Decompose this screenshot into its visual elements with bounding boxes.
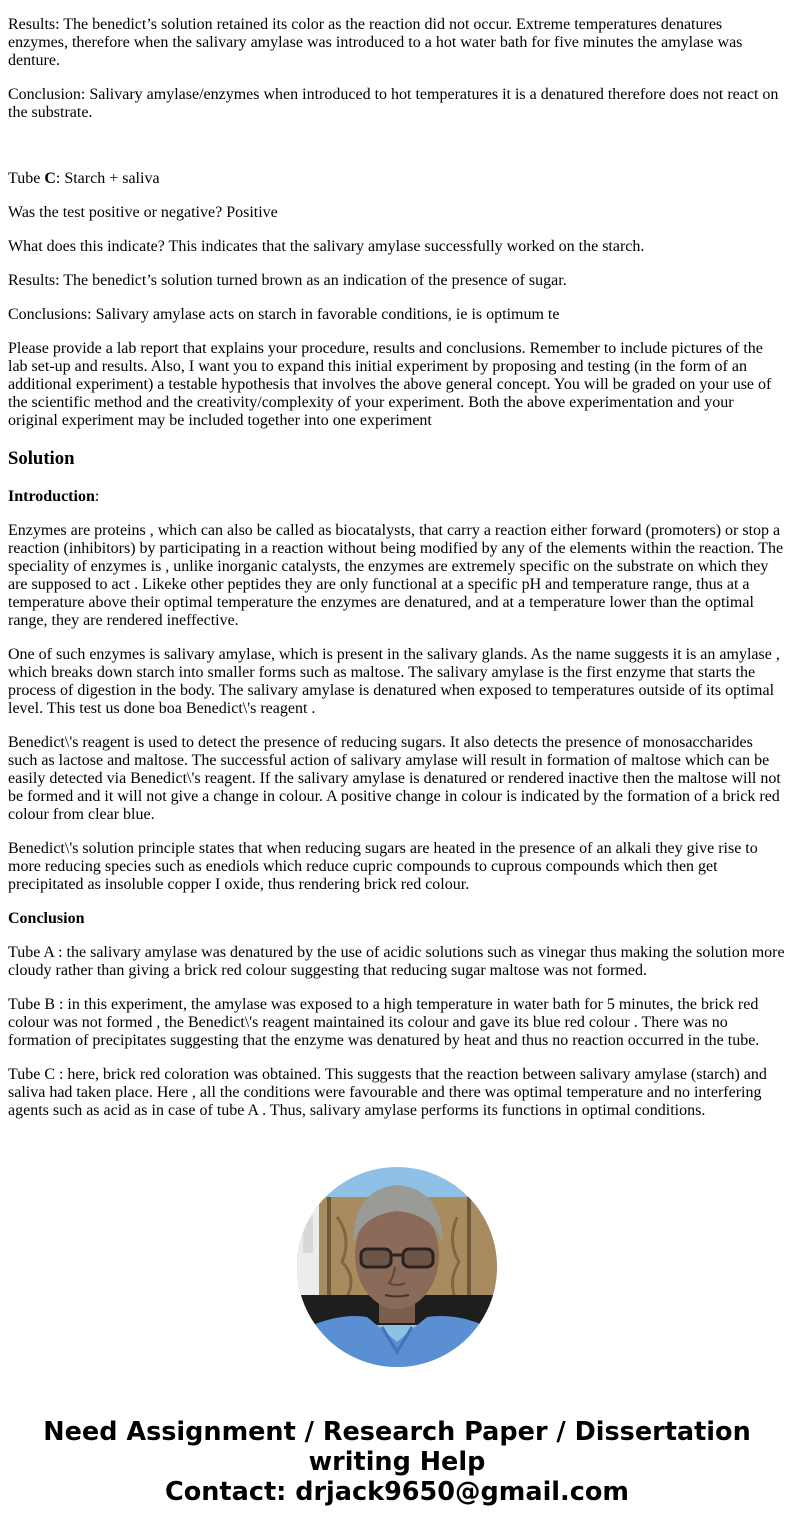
solution-heading: Solution <box>8 448 75 469</box>
introduction-paragraph: Benedict\'s reagent is used to detect the presence of reducing sugars. It also detects the presence of monosaccharides such as lactose and maltose. The successful action of salivary amylase will result in formation of maltose which can be easily detected via Benedict\'s reagent. If the salivary amylase is denatured or rendered inactive then the maltose will not be formed and it will not give a change in colour. A positive change in colour is indicated by the formation of a brick red colour from clear blue. <box>8 734 781 823</box>
assignment-instructions: Please provide a lab report that explains your procedure, results and conclusions. Remember to include pictures of the lab set-up and results. Also, I want you to expand this initial experiment by proposing and testing (in the form of an additional experiment) a testable hypothesis that involves the above general concept. You will be graded on your use of the scientific method and the creativity/complexity of your experiment. Both the above experimentation and your original experiment may be included together into one experiment <box>8 340 772 429</box>
profile-photo-container <box>0 1167 794 1367</box>
introduction-paragraph: Enzymes are proteins , which can also be called as biocatalysts, that carry a reaction either forward (promoters) or stop a reaction (inhibitors) by participating in a reaction without being modified by any of the elements within the reaction. The speciality of enzymes is , unlike inorganic catalysts, the enzymes are extremely specific on the substrate on which they are supposed to act . Likeke other peptides they are only functional at a specific pH and temperature range, thus at a temperature above their optimal temperature the enzymes are denatured, and at a temperature lower than the optimal range, they are rendered ineffective. <box>8 522 784 629</box>
conclusion-heading: Conclusion <box>8 910 85 927</box>
profile-photo <box>297 1167 497 1367</box>
promo-headline: Need Assignment / Research Paper / Dissertation writing Help <box>43 1417 751 1477</box>
tube-c-prefix: Tube <box>8 170 45 187</box>
spacer <box>8 138 786 154</box>
document-body <box>0 16 794 1120</box>
introduction-label: Introduction <box>8 488 95 505</box>
tube-c-test-result: Was the test positive or negative? Positive <box>8 204 278 221</box>
introduction-paragraph: Benedict\'s solution principle states that when reducing sugars are heated in the presence of an alkali they give rise to more reducing species such as enediols which reduce cupric compounds to cuprous compounds which then get precipitated as insoluble copper I oxide, thus rendering brick red colour. <box>8 840 758 893</box>
introduction-colon: : <box>94 488 100 505</box>
introduction-paragraph: One of such enzymes is salivary amylase, which is present in the salivary glands. As the name suggests it is an amylase , which breaks down starch into smaller forms such as maltose. The salivary amylase is the first enzyme that starts the process of digestion in the body. The salivary amylase is denatured when exposed to temperatures outside of its optimal level. This test us done boa Benedict\'s reagent . <box>8 646 780 717</box>
tube-c-heading <box>8 170 786 188</box>
introduction-heading <box>8 488 786 506</box>
tube-c-conclusions: Conclusions: Salivary amylase acts on starch in favorable conditions, ie is optimum te <box>8 306 560 323</box>
tube-b-results: Results: The benedict’s solution retained its color as the reaction did not occur. Extreme temperatures denatures enzymes, therefore when the salivary amylase was introduced to a hot water bath for five minutes the amylase was denture. <box>8 16 743 69</box>
conclusion-paragraph-tube-a: Tube A : the salivary amylase was denatured by the use of acidic solutions such as vinegar thus making the solution more cloudy rather than giving a brick red colour suggesting that reducing sugar maltose was not formed. <box>8 944 785 979</box>
promo-footer <box>0 1417 794 1507</box>
conclusion-paragraph-tube-c: Tube C : here, brick red coloration was obtained. This suggests that the reaction between salivary amylase (starch) and saliva had taken place. Here , all the conditions were favourable and there was optimal temperature and no interfering agents such as acid as in case of tube A . Thus, salivary amylase performs its functions in optimal conditions. <box>8 1066 767 1119</box>
conclusion-paragraph-tube-b: Tube B : in this experiment, the amylase was exposed to a high temperature in water bath for 5 minutes, the brick red colour was not formed , the Benedict\'s reagent maintained its colour and gave its blue red colour . There was no formation of precipitates suggesting that the enzyme was denatured by heat and thus no reaction occurred in the tube. <box>8 996 760 1049</box>
tube-c-indication: What does this indicate? This indicates that the salivary amylase successfully worked on the starch. <box>8 238 645 255</box>
tube-b-conclusion: Conclusion: Salivary amylase/enzymes when introduced to hot temperatures it is a denatured therefore does not react on the substrate. <box>8 86 779 121</box>
tube-c-suffix: : Starch + saliva <box>55 170 160 187</box>
tube-c-results: Results: The benedict’s solution turned brown as an indication of the presence of sugar. <box>8 272 567 289</box>
promo-contact: Contact: drjack9650@gmail.com <box>165 1477 629 1507</box>
tube-c-letter: C <box>44 170 56 187</box>
portrait-image <box>297 1167 497 1367</box>
